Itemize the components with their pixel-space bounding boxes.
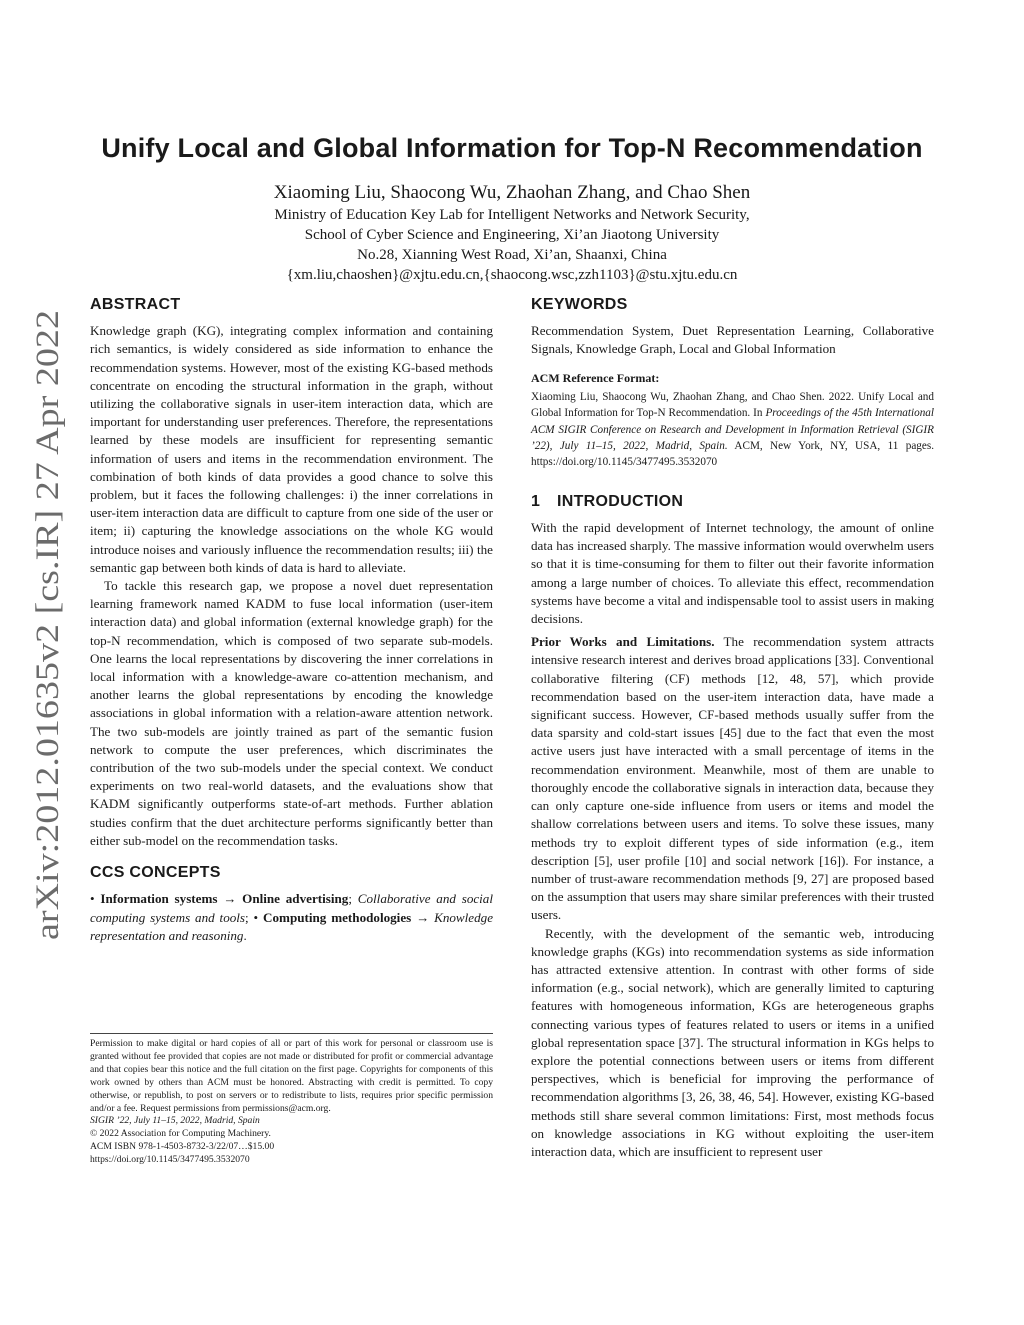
conference-info: SIGIR ’22, July 11–15, 2022, Madrid, Spain <box>90 1115 260 1127</box>
ccs-concepts <box>90 890 493 945</box>
intro-paragraph <box>531 633 934 924</box>
isbn-line: ACM ISBN 978-1-4503-8732-3/22/07…$15.00 <box>90 1141 275 1153</box>
affiliation-line: No.28, Xianning West Road, Xi’an, Shaanxi, China <box>357 247 667 263</box>
section-title: INTRODUCTION <box>557 492 684 510</box>
ccs-bullet: • <box>90 891 95 907</box>
ccs-end: . <box>243 927 247 943</box>
affiliation-block <box>60 205 964 285</box>
paper-title: Unify Local and Global Information for Top-N Recommendation <box>101 133 923 163</box>
keywords-text: Recommendation System, Duet Representation Learning, Collaborative Signals, Knowledge Graph, Local and Global Information <box>531 323 934 357</box>
ccs-concept: Collaborative and social computing systems and tools <box>90 891 493 925</box>
author-emails: {xm.liu,chaoshen}@xjtu.edu.cn,{shaocong.wsc,zzh1103}@stu.xjtu.edu.cn <box>286 267 738 283</box>
acm-reference-venue: Proceedings of the 45th International ACM SIGIR Conference on Research and Development in Information Retrieval (SIGIR ’22), July 11–15, 2022, Madrid, Spain. <box>531 407 934 453</box>
left-column <box>90 296 493 945</box>
abstract-heading: ABSTRACT <box>90 296 181 313</box>
ccs-heading: CCS CONCEPTS <box>90 864 221 882</box>
ccs-bullet: • <box>253 909 259 925</box>
ccs-concept: Online advertising <box>242 891 349 907</box>
abstract-paragraph: Knowledge graph (KG), integrating complex information and containing rich semantics, is widely considered as side information to enhance the recommendation systems. However, most of the existing KG-based methods concentrate on encoding the structural information in the graph, without utilizing the collaborative signals in user-item interaction data, which are important for understanding user preferences. Therefore, the representations learned by these models are insufficient for representing semantic information of users and items in the recommendation environment. The combination of both kinds of data provides a good chance to solve this problem, but it faces the following challenges: i) the inner correlations in user-item interaction data are difficult to capture from one side of the user or item; ii) capturing the knowledge associations on the whole KG would introduce noises and variously influence the recommendation results; iii) the semantic gap between both kinds of data is hard to alleviate. <box>90 323 493 575</box>
ccs-concept: Knowledge representation and reasoning <box>90 909 494 943</box>
ccs-arrow: → <box>411 909 435 925</box>
acm-reference-citation: Xiaoming Liu, Shaocong Wu, Zhaohan Zhang, and Chao Shen. 2022. Unify Local and Global Information for Top-N Recommendation. In <box>531 390 934 420</box>
affiliation-line: School of Cyber Science and Engineering, Xi’an Jiaotong University <box>304 227 720 243</box>
copyright-line: © 2022 Association for Computing Machinery. <box>90 1128 271 1140</box>
permission-footnote <box>90 1033 493 1167</box>
acm-reference-publisher: ACM, New York, NY, USA, 11 pages. https://doi.org/10.1145/3477495.3532070 <box>531 440 934 469</box>
ccs-concept: Computing methodologies <box>263 909 412 925</box>
ccs-separator: ; <box>245 909 254 925</box>
intro-paragraph: Recently, with the development of the semantic web, introducing knowledge graphs (KGs) into recommendation systems as side information has attracted extensive attention. In contrast with other forms of side information (e.g., social network), which are generally limited to capturing features with homogeneous information, KGs are heterogeneous graphs connecting various types of features related to users or items in a unified global representation space [37]. The structural information in KGs helps to explore the potential connections between users or items from different perspectives, which is beneficial for improving the performance of recommendation algorithms [3, 26, 38, 46, 54]. However, existing KG-based methods still share several common limitations: First, most methods focus on knowledge associations in KG without exploiting the user-item interaction data, which are insufficient to represent user <box>531 925 934 1159</box>
right-column <box>531 296 934 1161</box>
abstract-paragraph: To tackle this research gap, we propose a novel duet representation learning framework named KADM to fuse local information (user-item interaction data) and global information (external knowledge graph) for the top-N recommendation, which is composed of two separate sub-models. One learns the local representations by discovering the inner correlations in local information with a knowledge-aware co-attention mechanism, and another learns the global representations by encoding the knowledge associations in global information with a relation-aware attention network. The two sub-models are jointly trained as part of the semantic fusion network to compute the user preferences, which discriminates the contribution of the two sub-models under the special context. We conduct experiments on two real-world datasets, and the evaluations show that KADM significantly outperforms state-of-art methods. Further ablation studies confirm that the duet architecture performs significantly better than either sub-model on the recommendation tasks. <box>90 578 493 848</box>
arxiv-stamp-text: arXiv:2012.01635v2 [cs.IR] 27 Apr 2022 <box>30 393 66 940</box>
affiliation-line: Ministry of Education Key Lab for Intelligent Networks and Network Security, <box>274 207 750 223</box>
arxiv-stamp-svg <box>6 300 76 960</box>
intro-paragraph-body: The recommendation system attracts intensive research interest and derives broad applications [33]. Conventional collaborative filtering (CF) methods [12, 48, 57], which provide recommendation based on the user-item interaction data, have made a significant success. However, CF-based methods usually suffer from the data sparsity and cold-start issues [45] due to the fact that even the most active users just have interacted with a small percentage of items in the recommendation environment. Meanwhile, most of them are unable to thoroughly encode the collaborative signals in interaction data, because they can only capture one-side influence from users or items and model the shallow correlations between users and items. To solve these issues, many methods try to exploit different types of side information (e.g., item description [5], user profile [10] and social network [16]). For instance, a number of trust-aware recommendation methods [9, 27] are proposed based on the assumption that users may share similar preferences with their trusted users. <box>531 634 934 923</box>
author-list: Xiaoming Liu, Shaocong Wu, Zhaohan Zhang, and Chao Shen <box>273 182 751 203</box>
ccs-separator: ; <box>348 891 358 907</box>
acm-reference-text <box>531 389 934 471</box>
introduction-heading <box>531 493 934 511</box>
doi-link[interactable]: https://doi.org/10.1145/3477495.3532070 <box>90 1154 250 1166</box>
runin-heading: Prior Works and Limitations. <box>531 634 715 650</box>
intro-paragraph: With the rapid development of Internet technology, the amount of online data has increased sharply. The massive information would overwhelm users so that it is time-consuming for them to filter out their favorite information among a large number of choices. To alleviate this effect, recommendation systems have become a vital and indispensable tool to assist users in making decisions. <box>531 520 934 627</box>
ccs-concept: Information systems <box>100 891 218 907</box>
permission-text: Permission to make digital or hard copies of all or part of this work for personal or classroom use is granted without fee provided that copies are not made or distributed for profit or commercial advantage and that copies bear this notice and the full citation on the first page. Copyrights for components of this work owned by others than ACM must be honored. Abstracting with credit is permitted. To copy otherwise, or republish, to post on servers or to redistribute to lists, requires prior specific permission and/or a fee. Request permissions from permissions@acm.org. <box>90 1038 493 1114</box>
ccs-arrow: → <box>217 891 243 907</box>
keywords-heading: KEYWORDS <box>531 296 628 313</box>
section-number: 1 <box>531 492 541 510</box>
acm-reference-heading: ACM Reference Format: <box>531 370 660 385</box>
arxiv-stamp <box>6 300 76 960</box>
